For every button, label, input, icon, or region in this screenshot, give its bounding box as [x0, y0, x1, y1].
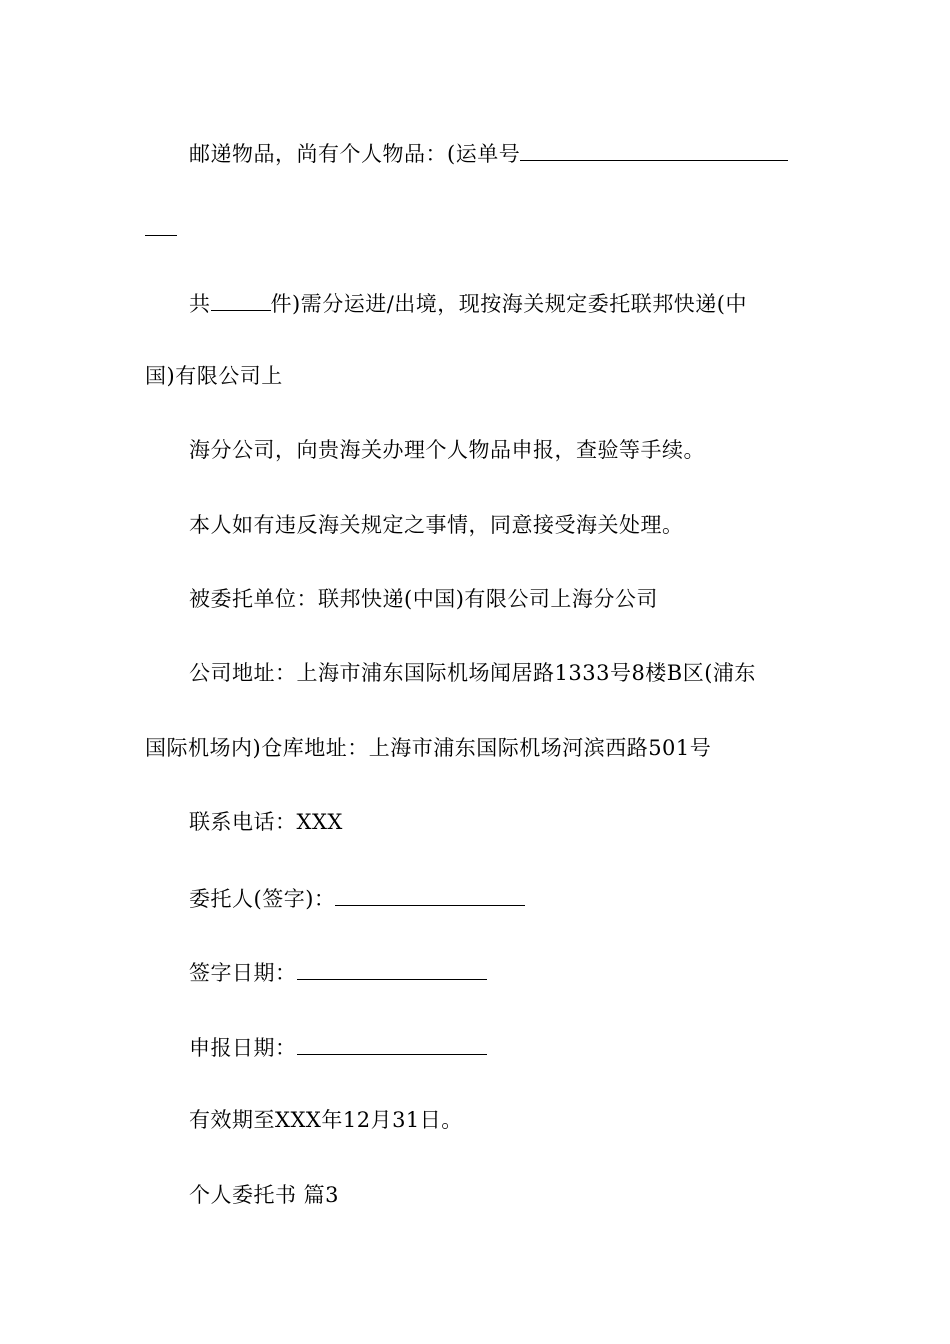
section-heading: 个人委托书 篇3: [189, 1183, 340, 1207]
paragraph-line: 国)有限公司上: [145, 364, 283, 388]
item-count-blank: [211, 288, 271, 311]
paragraph-line: 本人如有违反海关规定之事情，同意接受海关处理。: [189, 513, 684, 537]
warehouse-address-line: 国际机场内)仓库地址：上海市浦东国际机场河滨西路501号: [145, 736, 712, 760]
declare-date-label: 申报日期：: [189, 1036, 297, 1060]
sign-date-blank: [297, 957, 487, 980]
paragraph-line: 海分公司，向贵海关办理个人物品申报，查验等手续。: [189, 438, 705, 462]
validity-line: 有效期至XXX年12月31日。: [189, 1108, 463, 1132]
signature-blank: [335, 883, 525, 906]
signature-label: 委托人(签字)：: [189, 887, 336, 911]
item-count-prefix: 共: [189, 292, 211, 316]
waybill-line: [189, 138, 788, 168]
company-address-line: 公司地址：上海市浦东国际机场闻居路1333号8楼B区(浦东: [189, 661, 756, 685]
waybill-continuation-line: [145, 213, 177, 243]
sign-date-label: 签字日期：: [189, 961, 297, 985]
waybill-number-blank: [520, 138, 788, 161]
waybill-number-blank-continued: [145, 213, 177, 236]
item-count-text: 件)需分运进/出境，现按海关规定委托联邦快递(中: [270, 292, 747, 316]
waybill-text: 邮递物品，尚有个人物品：(运单号: [189, 142, 521, 166]
sign-date-line: [189, 957, 487, 987]
declare-date-line: [189, 1032, 487, 1062]
signature-line: [189, 883, 525, 913]
declare-date-blank: [297, 1032, 487, 1055]
item-count-line: [189, 288, 747, 318]
entrusted-unit-line: 被委托单位：联邦快递(中国)有限公司上海分公司: [189, 587, 658, 611]
contact-phone-line: 联系电话：XXX: [189, 810, 343, 834]
